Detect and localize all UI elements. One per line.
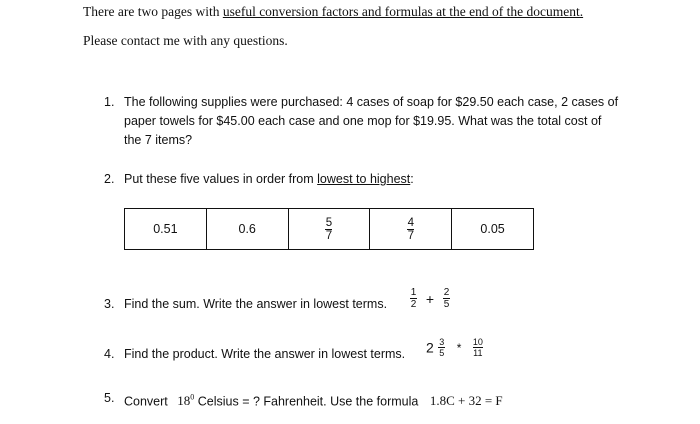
q4-b-numerator: 10 xyxy=(472,337,483,347)
intro-line-1 xyxy=(83,4,583,20)
q4-a-numerator: 3 xyxy=(439,337,445,347)
temperature-value xyxy=(177,393,194,408)
question-1-line-2: paper towels for $45.00 each case and one mop for $19.95. What was the total cost of xyxy=(124,114,602,128)
conversion-formula: 1.8C + 32 = F xyxy=(429,393,503,409)
value-3-fraction xyxy=(325,217,332,242)
question-1-line-1: The following supplies were purchased: 4 cases of soap for $29.50 each case, 2 cases of xyxy=(124,95,619,109)
value-cell-4 xyxy=(370,209,452,250)
question-4-number: 4. xyxy=(104,347,115,361)
value-5: 0.05 xyxy=(480,222,505,236)
question-2-number: 2. xyxy=(104,172,115,186)
q4-fraction-a xyxy=(438,337,445,358)
value-cell-1 xyxy=(125,209,207,250)
q3-fraction-a xyxy=(410,287,417,310)
intro-text: There are two pages with xyxy=(83,4,223,19)
value-3-denominator: 7 xyxy=(325,229,333,242)
degree-superscript: 0 xyxy=(190,393,195,402)
question-2-text xyxy=(124,169,414,189)
question-3-expression xyxy=(410,287,450,310)
question-2-prefix: Put these five values in order from xyxy=(124,172,318,186)
q4-fraction-b xyxy=(473,337,483,358)
value-cell-3 xyxy=(288,209,370,250)
intro-line-2: Please contact me with any questions. xyxy=(83,33,288,48)
value-3-numerator: 5 xyxy=(325,216,333,229)
q4-whole-number: 2 xyxy=(426,339,434,356)
value-cell-2 xyxy=(206,209,288,250)
question-4-expression xyxy=(426,337,483,358)
multiply-operator: * xyxy=(456,340,462,355)
plus-operator: + xyxy=(425,290,435,307)
question-2-suffix: : xyxy=(410,172,414,186)
question-1-number: 1. xyxy=(104,95,115,109)
question-5-number: 5. xyxy=(104,391,115,405)
question-3-number: 3. xyxy=(104,297,115,311)
q4-a-denominator: 5 xyxy=(439,348,445,358)
q4-b-denominator: 11 xyxy=(473,348,483,358)
question-3-text: Find the sum. Write the answer in lowest terms. xyxy=(124,297,388,311)
q3-b-denominator: 5 xyxy=(443,299,450,310)
conversion-factors-note: useful conversion factors and formulas at the end of the document. xyxy=(222,4,584,19)
q3-b-numerator: 2 xyxy=(443,287,450,298)
q3-a-denominator: 2 xyxy=(410,299,417,310)
question-5-middle: Celsius = ? Fahrenheit. Use the formula xyxy=(194,394,419,409)
values-table xyxy=(124,208,534,250)
value-1: 0.51 xyxy=(153,222,178,236)
question-4-text: Find the product. Write the answer in lowest terms. xyxy=(124,347,406,361)
question-5-text xyxy=(124,388,503,411)
question-5-prefix: Convert xyxy=(124,394,168,409)
q3-fraction-b xyxy=(443,287,450,310)
value-4-fraction xyxy=(407,217,414,242)
question-2-underlined: lowest to highest xyxy=(317,172,411,186)
temperature-number: 18 xyxy=(177,393,191,409)
value-2: 0.6 xyxy=(238,222,256,236)
q3-a-numerator: 1 xyxy=(410,287,417,298)
value-4-denominator: 7 xyxy=(407,229,414,242)
question-1-line-3: the 7 items? xyxy=(124,133,193,147)
value-4-numerator: 4 xyxy=(407,216,414,229)
value-cell-5 xyxy=(452,209,534,250)
